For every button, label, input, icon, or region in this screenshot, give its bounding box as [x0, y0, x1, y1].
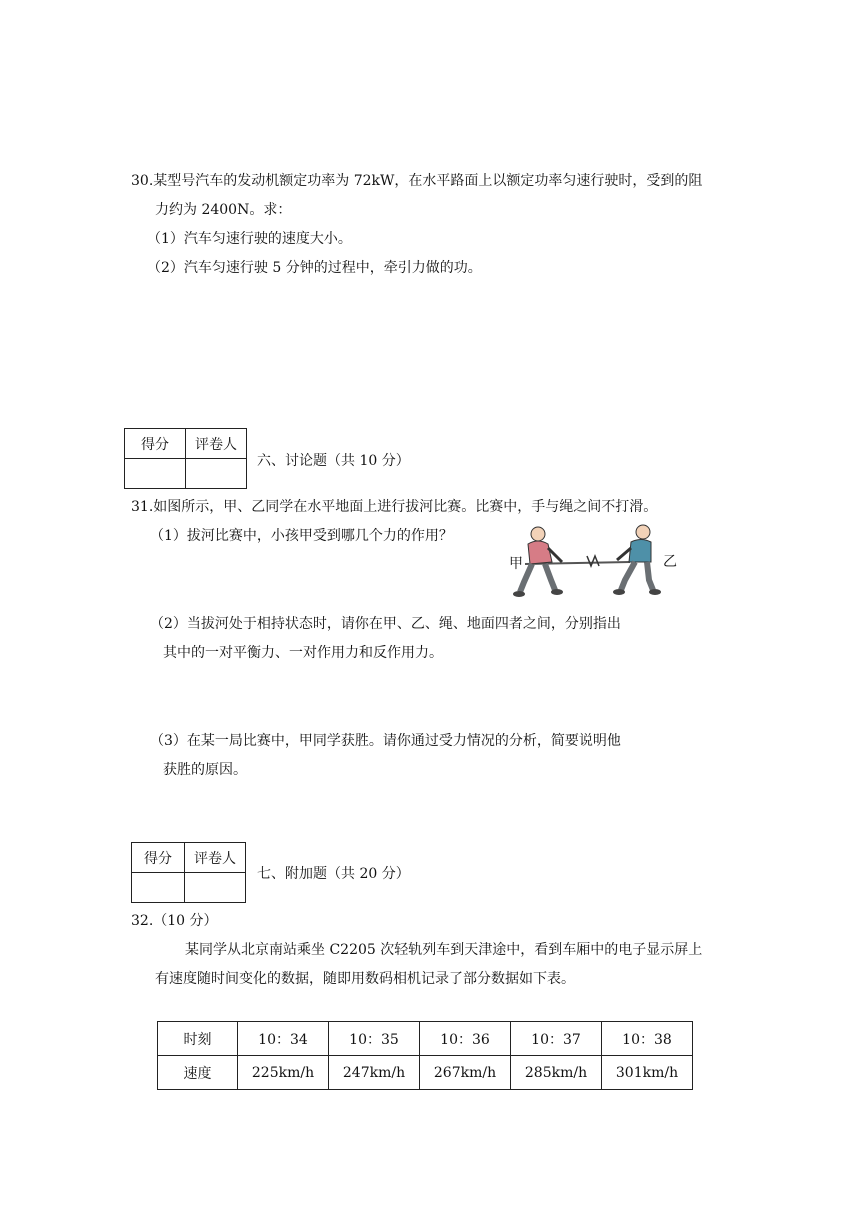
table-row-speed — [158, 1056, 693, 1090]
speed-time-table — [157, 1021, 693, 1090]
table-header-speed: 速度 — [158, 1056, 238, 1090]
q31-part2-line2: 其中的一对平衡力、一对作用力和反作用力。 — [163, 645, 443, 661]
score-label: 得分 — [125, 429, 186, 459]
score-field[interactable] — [132, 873, 185, 903]
tug-of-war-figure — [505, 522, 685, 600]
table-header-time: 时刻 — [158, 1022, 238, 1056]
person-yi — [613, 525, 661, 595]
q31-part1: （1）拔河比赛中，小孩甲受到哪几个力的作用？ — [150, 528, 453, 544]
q31-part2-line1: （2）当拔河处于相持状态时，请你在甲、乙、绳、地面四者之间，分别指出 — [150, 616, 621, 632]
rope-marker — [587, 556, 599, 566]
section6-title: 六、讨论题（共 10 分） — [257, 453, 410, 469]
table-cell: 10：38 — [602, 1022, 693, 1056]
label-yi: 乙 — [663, 554, 677, 570]
section7-title: 七、附加题（共 20 分） — [257, 866, 410, 882]
table-cell: 301km/h — [602, 1056, 693, 1090]
section6-score-box — [124, 428, 247, 489]
label-jia: 甲 — [509, 556, 523, 572]
grader-label: 评卷人 — [186, 429, 247, 459]
q32-para-line2: 有速度随时间变化的数据，随即用数码相机记录了部分数据如下表。 — [155, 971, 575, 987]
table-cell: 10：36 — [420, 1022, 511, 1056]
section7-score-box — [131, 842, 246, 903]
q31-line1: 31.如图所示，甲、乙同学在水平地面上进行拔河比赛。比赛中，手与绳之间不打滑。 — [131, 499, 658, 515]
table-cell: 10：34 — [238, 1022, 329, 1056]
q30-part1: （1）汽车匀速行驶的速度大小。 — [147, 231, 352, 247]
score-label: 得分 — [132, 843, 185, 873]
q31-part3-line2: 获胜的原因。 — [163, 762, 247, 778]
table-cell: 10：37 — [511, 1022, 602, 1056]
q30-part2: （2）汽车匀速行驶 5 分钟的过程中，牵引力做的功。 — [147, 260, 482, 276]
q31-part3-line1: （3）在某一局比赛中，甲同学获胜。请你通过受力情况的分析，简要说明他 — [150, 733, 621, 749]
grader-field[interactable] — [185, 873, 246, 903]
score-field[interactable] — [125, 459, 186, 489]
table-cell: 247km/h — [329, 1056, 420, 1090]
table-cell: 267km/h — [420, 1056, 511, 1090]
grader-field[interactable] — [186, 459, 247, 489]
q30-line1: 30.某型号汽车的发动机额定功率为 72kW，在水平路面上以额定功率匀速行驶时，受到的阻 — [131, 173, 703, 189]
table-cell: 285km/h — [511, 1056, 602, 1090]
grader-label: 评卷人 — [185, 843, 246, 873]
q30-line2: 力约为 2400N。求： — [155, 202, 292, 218]
table-cell: 225km/h — [238, 1056, 329, 1090]
table-row-time — [158, 1022, 693, 1056]
q32-para-line1: 某同学从北京南站乘坐 C2205 次轻轨列车到天津途中，看到车厢中的电子显示屏上 — [185, 942, 703, 958]
q32-header: 32.（10 分） — [131, 913, 218, 929]
table-cell: 10：35 — [329, 1022, 420, 1056]
